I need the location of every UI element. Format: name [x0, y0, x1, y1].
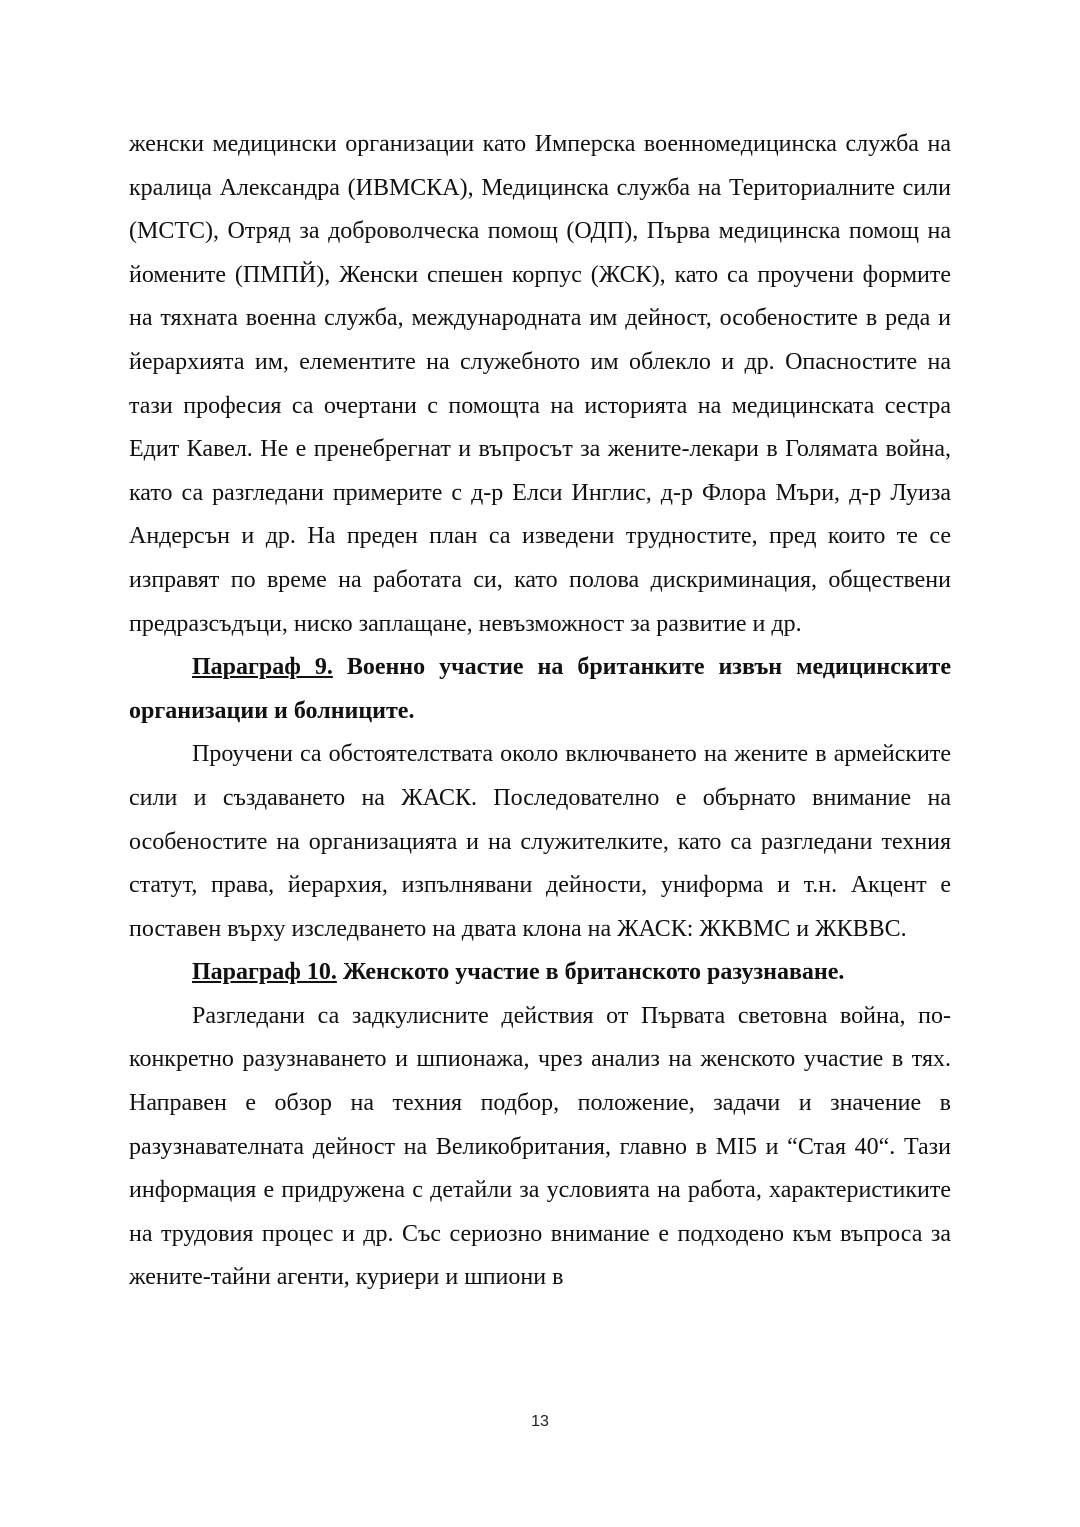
body-paragraph-intro: женски медицински организации като Имперска военномедицинска служба на кралица Александра (ИВМСКА), Медицинска служба на Териториалните сили (МСТС), Отряд за доброволческа помощ (ОДП), Първа медицинска помощ на йомените (ПМПЙ), Женски спешен корпус (ЖСК), като са проучени формите на тяхната военна служба, международната им дейност, особеностите в реда и йерархията им, елементите на служебното им облекло и др. Опасностите на тази професия са очертани с помощта на историята на медицинската сестра Едит Кавел. Не е пренебрегнат и въпросът за жените-лекари в Голямата война, като са разгледани примерите с д-р Елси Инглис, д-р Флора Мъри, д-р Луиза Андерсън и др. На преден план са изведени трудностите, пред които те се изправят по време на работата си, като полова дискриминация, обществени предразсъдъци, ниско заплащане, невъзможност за развитие и др.: [129, 131, 951, 637]
section-9-label: Параграф 9.: [192, 654, 333, 681]
section-9-title: Военно участие на британките извън медицинските организации и болниците.: [129, 654, 951, 724]
section-10-label: Параграф 10.: [192, 959, 337, 986]
section-10-heading: [129, 951, 951, 995]
document-page: [129, 123, 951, 1300]
section-10-title: Женското участие в британското разузнаване.: [336, 959, 845, 986]
section-9-body: Проучени са обстоятелствата около включването на жените в армейските сили и създаването на ЖАСК. Последователно е обърнато внимание на особеностите на организацията и на служителките, като са разгледани техния статут, права, йерархия, изпълнявани дейности, униформа и т.н. Акцент е поставен върху изследването на двата клона на ЖАСК: ЖКВМС и ЖКВВС.: [129, 741, 951, 942]
page-number: 13: [531, 1413, 549, 1430]
section-10-body: Разгледани са задкулисните действия от Първата световна война, по-конкретно разузнаването и шпионажа, чрез анализ на женското участие в тях. Направен е обзор на техния подбор, положение, задачи и значение в разузнавателната дейност на Великобритания, главно в MI5 и “Стая 40“. Тази информация е придружена с детайли за условията на работа, характеристиките на трудовия процес и др. Със сериозно внимание е подходено към въпроса за жените-тайни агенти, куриери и шпиони в: [129, 1002, 951, 1291]
section-9-heading: [129, 646, 951, 733]
